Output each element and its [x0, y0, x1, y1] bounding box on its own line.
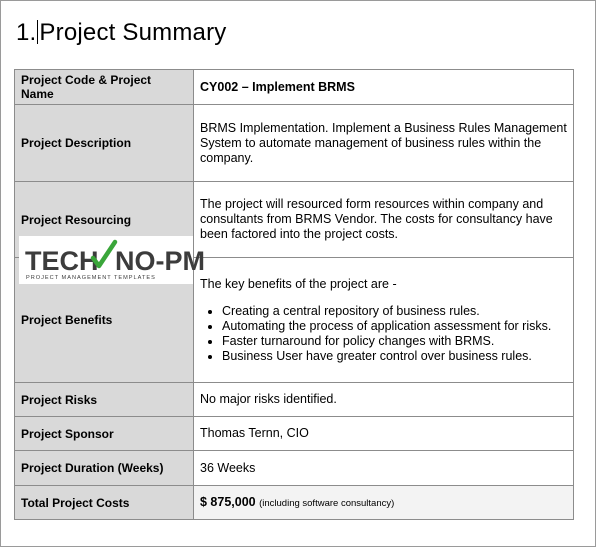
row-label: Project Sponsor — [15, 417, 194, 451]
table-row-project-duration — [15, 451, 574, 486]
table-row-project-code — [15, 70, 574, 105]
row-value: CY002 – Implement BRMS — [194, 70, 574, 105]
row-label: Project Risks — [15, 383, 194, 417]
row-value: No major risks identified. — [194, 383, 574, 417]
page-title — [16, 18, 226, 48]
logo-text-left: TECH — [25, 246, 99, 276]
list-item: • Business User have greater control over business rules. — [222, 349, 567, 364]
table-row-project-risks — [15, 383, 574, 417]
table-row-total-costs — [15, 486, 574, 520]
table-row-project-sponsor — [15, 417, 574, 451]
project-summary-table — [14, 69, 574, 520]
section-title: Project Summary — [39, 19, 227, 46]
benefits-list — [200, 304, 567, 364]
row-value: Thomas Ternn, CIO — [194, 417, 574, 451]
row-value: 36 Weeks — [194, 451, 574, 486]
row-value — [194, 486, 574, 520]
list-item: • Creating a central repository of business rules. — [222, 304, 567, 319]
table-row-project-description — [15, 105, 574, 182]
techno-pm-logo — [19, 236, 205, 284]
row-label: Project Code & Project Name — [15, 70, 194, 105]
row-label: Project Duration (Weeks) — [15, 451, 194, 486]
row-label: Project Benefits — [15, 258, 194, 383]
benefits-intro: The key benefits of the project are - — [200, 276, 397, 291]
logo-text-right: NO-PM — [115, 246, 205, 276]
row-value: The project will resourced form resources within company and consultants from BRMS Vendor. The costs for consultancy have been factored into the project costs. — [194, 182, 574, 258]
row-label: Project Description — [15, 105, 194, 182]
row-value — [194, 258, 574, 383]
list-item: • Faster turnaround for policy changes with BRMS. — [222, 334, 567, 349]
logo-graphic — [19, 236, 205, 284]
list-item: • Automating the process of application assessment for risks. — [222, 319, 567, 334]
logo-tagline: PROJECT MANAGEMENT TEMPLATES — [26, 275, 156, 281]
cost-amount: $ 875,000 — [200, 494, 256, 509]
row-value: BRMS Implementation. Implement a Business Rules Management System to automate management of business rules within the company. — [194, 105, 574, 182]
row-label: Total Project Costs — [15, 486, 194, 520]
cost-note: (including software consultancy) — [259, 497, 395, 509]
section-number: 1. — [16, 19, 37, 46]
row-label: Project Resourcing — [15, 182, 194, 258]
